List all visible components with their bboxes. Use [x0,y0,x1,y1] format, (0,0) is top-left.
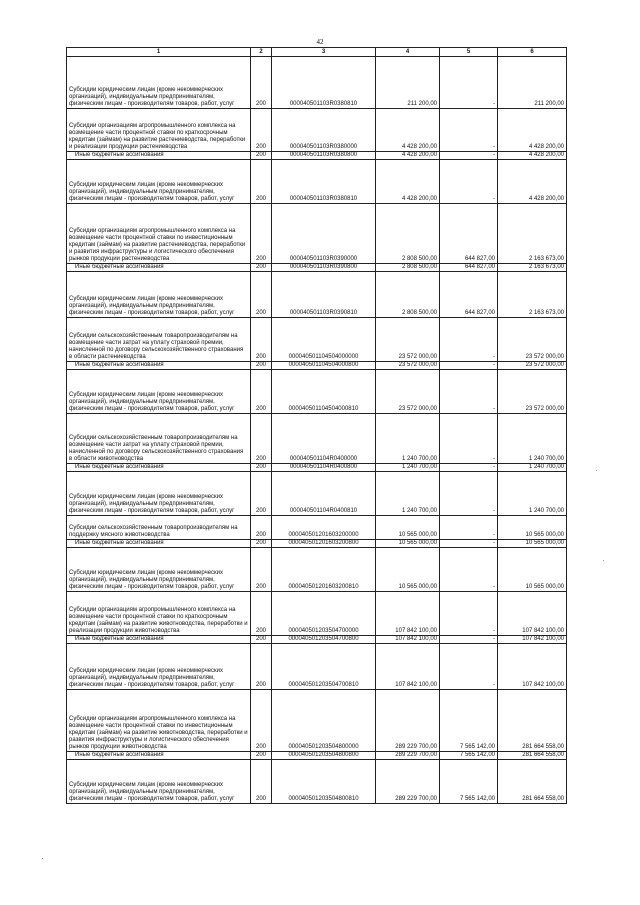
row-value-cell: 1 240 700,00 [498,414,567,464]
row-code-cell: 000040501203504800810 [272,760,376,804]
row-code-cell: 000040501104504000800 [272,362,376,370]
row-value-cell: 281 664 558,00 [498,752,567,760]
row-value-cell: 107 842 100,00 [498,592,567,636]
row-value-cell: 10 565 000,00 [376,516,440,540]
row-name-cell: Субсидии сельскохозяйственным товаропроизводителям на поддержку мясного животноводства [67,516,251,540]
row-name-cell: Иные бюджетные ассигнования [67,636,251,644]
row-value-cell: 23 572 000,00 [498,370,567,414]
row-name-cell: Иные бюджетные ассигнования [67,540,251,548]
row-name-cell: Субсидии сельскохозяйственным товаропроизводителям на возмещение части затрат на уплату страховой премии, начисленной по договору сельскохозяйственного страхования в области животноводства [67,414,251,464]
row-grbs-cell: 200 [251,760,272,804]
column-header: 5 [440,48,498,57]
table-row [67,760,567,804]
row-code-cell: 000040501203504700810 [272,644,376,690]
table-row [67,548,567,592]
column-header: 3 [272,48,376,57]
table-row [67,57,567,109]
row-value-cell: 7 565 142,00 [440,690,498,752]
row-value-cell: 289 229 700,00 [376,752,440,760]
row-name-cell: Иные бюджетные ассигнования [67,152,251,160]
scan-speck [596,470,597,471]
row-name-cell: Субсидии организациям агропромышленного комплекса на возмещение части процентной ставки по инвестиционным кредитам (займам) на развитие растениеводства, переработки и развития инфраструктуры и логистического обеспечения рынков продукции растениеводства [67,204,251,264]
row-value-cell: - [440,464,498,472]
row-code-cell: 000040501103R0380000 [272,109,376,152]
row-code-cell: 000040501103R0380810 [272,57,376,109]
row-value-cell: 1 240 700,00 [376,464,440,472]
row-name-cell: Иные бюджетные ассигнования [67,752,251,760]
row-value-cell: 10 565 000,00 [376,548,440,592]
row-value-cell: - [440,516,498,540]
row-value-cell: 211 200,00 [376,57,440,109]
row-grbs-cell: 200 [251,464,272,472]
row-name-cell: Субсидии юридическим лицам (кроме некоммерческих организаций), индивидуальным предпринимателям, физическим лицам - производителям товаров, работ, услуг [67,548,251,592]
row-value-cell: 289 229 700,00 [376,760,440,804]
row-name-cell: Субсидии организациям агропромышленного комплекса на возмещение части процентной ставки по краткосрочным кредитам (займам) на развитие животноводства, переработки и реализации продукции животноводства [67,592,251,636]
table-row [67,264,567,272]
table-row [67,318,567,362]
table-row [67,370,567,414]
row-value-cell: 4 428 200,00 [376,109,440,152]
row-name-cell: Иные бюджетные ассигнования [67,362,251,370]
row-value-cell: 1 240 700,00 [498,472,567,516]
row-grbs-cell: 200 [251,592,272,636]
row-value-cell: - [440,362,498,370]
budget-table [66,47,567,804]
table-row [67,272,567,318]
row-name-cell: Субсидии юридическим лицам (кроме некоммерческих организаций), индивидуальным предпринимателям, физическим лицам - производителям товаров, работ, услуг [67,57,251,109]
row-code-cell: 000040501103R0390810 [272,272,376,318]
row-grbs-cell: 200 [251,109,272,152]
row-value-cell: 23 572 000,00 [376,318,440,362]
row-value-cell: 107 842 100,00 [498,644,567,690]
row-value-cell: 281 664 558,00 [498,690,567,752]
row-value-cell: - [440,636,498,644]
table-row [67,204,567,264]
row-grbs-cell: 200 [251,752,272,760]
row-value-cell: 10 565 000,00 [498,548,567,592]
row-code-cell: 000040501201603200800 [272,540,376,548]
row-value-cell: 107 842 100,00 [376,644,440,690]
row-value-cell: 211 200,00 [498,57,567,109]
table-row [67,592,567,636]
row-grbs-cell: 200 [251,272,272,318]
row-code-cell: 000040501104R0400000 [272,414,376,464]
row-value-cell: - [440,370,498,414]
column-header: 4 [376,48,440,57]
row-code-cell: 000040501203504800800 [272,752,376,760]
row-value-cell: 23 572 000,00 [376,370,440,414]
row-grbs-cell: 200 [251,370,272,414]
row-value-cell: - [440,644,498,690]
row-grbs-cell: 200 [251,318,272,362]
table-row [67,540,567,548]
row-code-cell: 000040501103R0390800 [272,264,376,272]
row-value-cell: - [440,548,498,592]
row-grbs-cell: 200 [251,264,272,272]
table-row [67,109,567,152]
row-value-cell: 4 428 200,00 [498,160,567,204]
scan-speck [603,560,604,561]
table-row [67,644,567,690]
row-value-cell: 7 565 142,00 [440,752,498,760]
row-value-cell: 644 827,00 [440,264,498,272]
column-header: 6 [498,48,567,57]
table-row [67,152,567,160]
row-value-cell: 7 565 142,00 [440,760,498,804]
row-value-cell: 10 565 000,00 [498,540,567,548]
row-grbs-cell: 200 [251,548,272,592]
row-value-cell: 23 572 000,00 [498,362,567,370]
row-name-cell: Иные бюджетные ассигнования [67,464,251,472]
row-value-cell: - [440,152,498,160]
row-value-cell: 23 572 000,00 [376,362,440,370]
row-value-cell: 107 842 100,00 [498,636,567,644]
row-grbs-cell: 200 [251,516,272,540]
row-value-cell: - [440,109,498,152]
row-code-cell: 000040501103R0390000 [272,204,376,264]
row-value-cell: - [440,318,498,362]
column-header: 1 [67,48,251,57]
row-value-cell: 2 808 500,00 [376,264,440,272]
row-code-cell: 000040501203504800000 [272,690,376,752]
row-grbs-cell: 200 [251,57,272,109]
row-name-cell: Субсидии юридическим лицам (кроме некоммерческих организаций), индивидуальным предпринимателям, физическим лицам - производителям товаров, работ, услуг [67,272,251,318]
table-row [67,690,567,752]
row-value-cell: 2 808 500,00 [376,204,440,264]
row-value-cell: 2 163 673,00 [498,272,567,318]
table-row [67,362,567,370]
row-name-cell: Субсидии юридическим лицам (кроме некоммерческих организаций), индивидуальным предпринимателям, физическим лицам - производителям товаров, работ, услуг [67,472,251,516]
row-grbs-cell: 200 [251,414,272,464]
row-grbs-cell: 200 [251,540,272,548]
row-value-cell: - [440,57,498,109]
row-value-cell: 23 572 000,00 [498,318,567,362]
row-code-cell: 000040501203504700800 [272,636,376,644]
row-value-cell: 10 565 000,00 [376,540,440,548]
row-name-cell: Субсидии организациям агропромышленного комплекса на возмещение части процентной ставки по краткосрочным кредитам (займам) на развитие растениеводства, переработки и реализации продукции растениеводства [67,109,251,152]
row-value-cell: 644 827,00 [440,272,498,318]
row-code-cell: 000040501201603200000 [272,516,376,540]
row-code-cell: 000040501104R0400810 [272,472,376,516]
table-row [67,160,567,204]
row-grbs-cell: 200 [251,362,272,370]
row-value-cell: - [440,414,498,464]
row-value-cell: 1 240 700,00 [376,472,440,516]
row-code-cell: 000040501103R0380800 [272,152,376,160]
row-value-cell: 289 229 700,00 [376,690,440,752]
row-value-cell: 4 428 200,00 [376,152,440,160]
row-grbs-cell: 200 [251,204,272,264]
row-name-cell: Субсидии юридическим лицам (кроме некоммерческих организаций), индивидуальным предпринимателям, физическим лицам - производителям товаров, работ, услуг [67,160,251,204]
row-value-cell: 2 808 500,00 [376,272,440,318]
column-header: 2 [251,48,272,57]
row-code-cell: 000040501201603200810 [272,548,376,592]
row-grbs-cell: 200 [251,160,272,204]
row-name-cell: Субсидии юридическим лицам (кроме некоммерческих организаций), индивидуальным предпринимателям, физическим лицам - производителям товаров, работ, услуг [67,644,251,690]
row-name-cell: Иные бюджетные ассигнования [67,264,251,272]
row-name-cell: Субсидии сельскохозяйственным товаропроизводителям на возмещение части затрат на уплату страховой премии, начисленной по договору сельскохозяйственного страхования в области растениеводства [67,318,251,362]
row-value-cell: - [440,160,498,204]
row-value-cell: 1 240 700,00 [376,414,440,464]
row-code-cell: 000040501103R0380810 [272,160,376,204]
row-code-cell: 000040501104R0400800 [272,464,376,472]
table-row [67,464,567,472]
row-value-cell: 281 664 558,00 [498,760,567,804]
row-value-cell: 10 565 000,00 [498,516,567,540]
row-grbs-cell: 200 [251,644,272,690]
scan-speck [42,858,43,859]
table-header-row [67,48,567,57]
row-value-cell: 2 163 673,00 [498,204,567,264]
row-grbs-cell: 200 [251,472,272,516]
row-grbs-cell: 200 [251,690,272,752]
table-row [67,752,567,760]
row-value-cell: - [440,540,498,548]
row-name-cell: Субсидии юридическим лицам (кроме некоммерческих организаций), индивидуальным предпринимателям, физическим лицам - производителям товаров, работ, услуг [67,760,251,804]
row-value-cell: 1 240 700,00 [498,464,567,472]
row-value-cell: 4 428 200,00 [498,109,567,152]
table-row [67,636,567,644]
row-code-cell: 000040501203504700000 [272,592,376,636]
row-code-cell: 000040501104504000000 [272,318,376,362]
row-value-cell: 107 842 100,00 [376,592,440,636]
row-code-cell: 000040501104504000810 [272,370,376,414]
table-row [67,414,567,464]
row-grbs-cell: 200 [251,636,272,644]
row-value-cell: 4 428 200,00 [376,160,440,204]
row-value-cell: 2 163 673,00 [498,264,567,272]
row-value-cell: 4 428 200,00 [498,152,567,160]
table-row [67,516,567,540]
row-name-cell: Субсидии юридическим лицам (кроме некоммерческих организаций), индивидуальным предпринимателям, физическим лицам - производителям товаров, работ, услуг [67,370,251,414]
row-value-cell: - [440,472,498,516]
row-value-cell: 107 842 100,00 [376,636,440,644]
row-grbs-cell: 200 [251,152,272,160]
table-row [67,472,567,516]
row-value-cell: 644 827,00 [440,204,498,264]
row-name-cell: Субсидии организациям агропромышленного комплекса на возмещение части процентной ставки по инвестиционным кредитам (займам) на развитие животноводства, переработки и развития инфраструктуры и логистического обеспечения рынков продукции животноводства [67,690,251,752]
row-value-cell: - [440,592,498,636]
page-number: 42 [316,38,324,46]
